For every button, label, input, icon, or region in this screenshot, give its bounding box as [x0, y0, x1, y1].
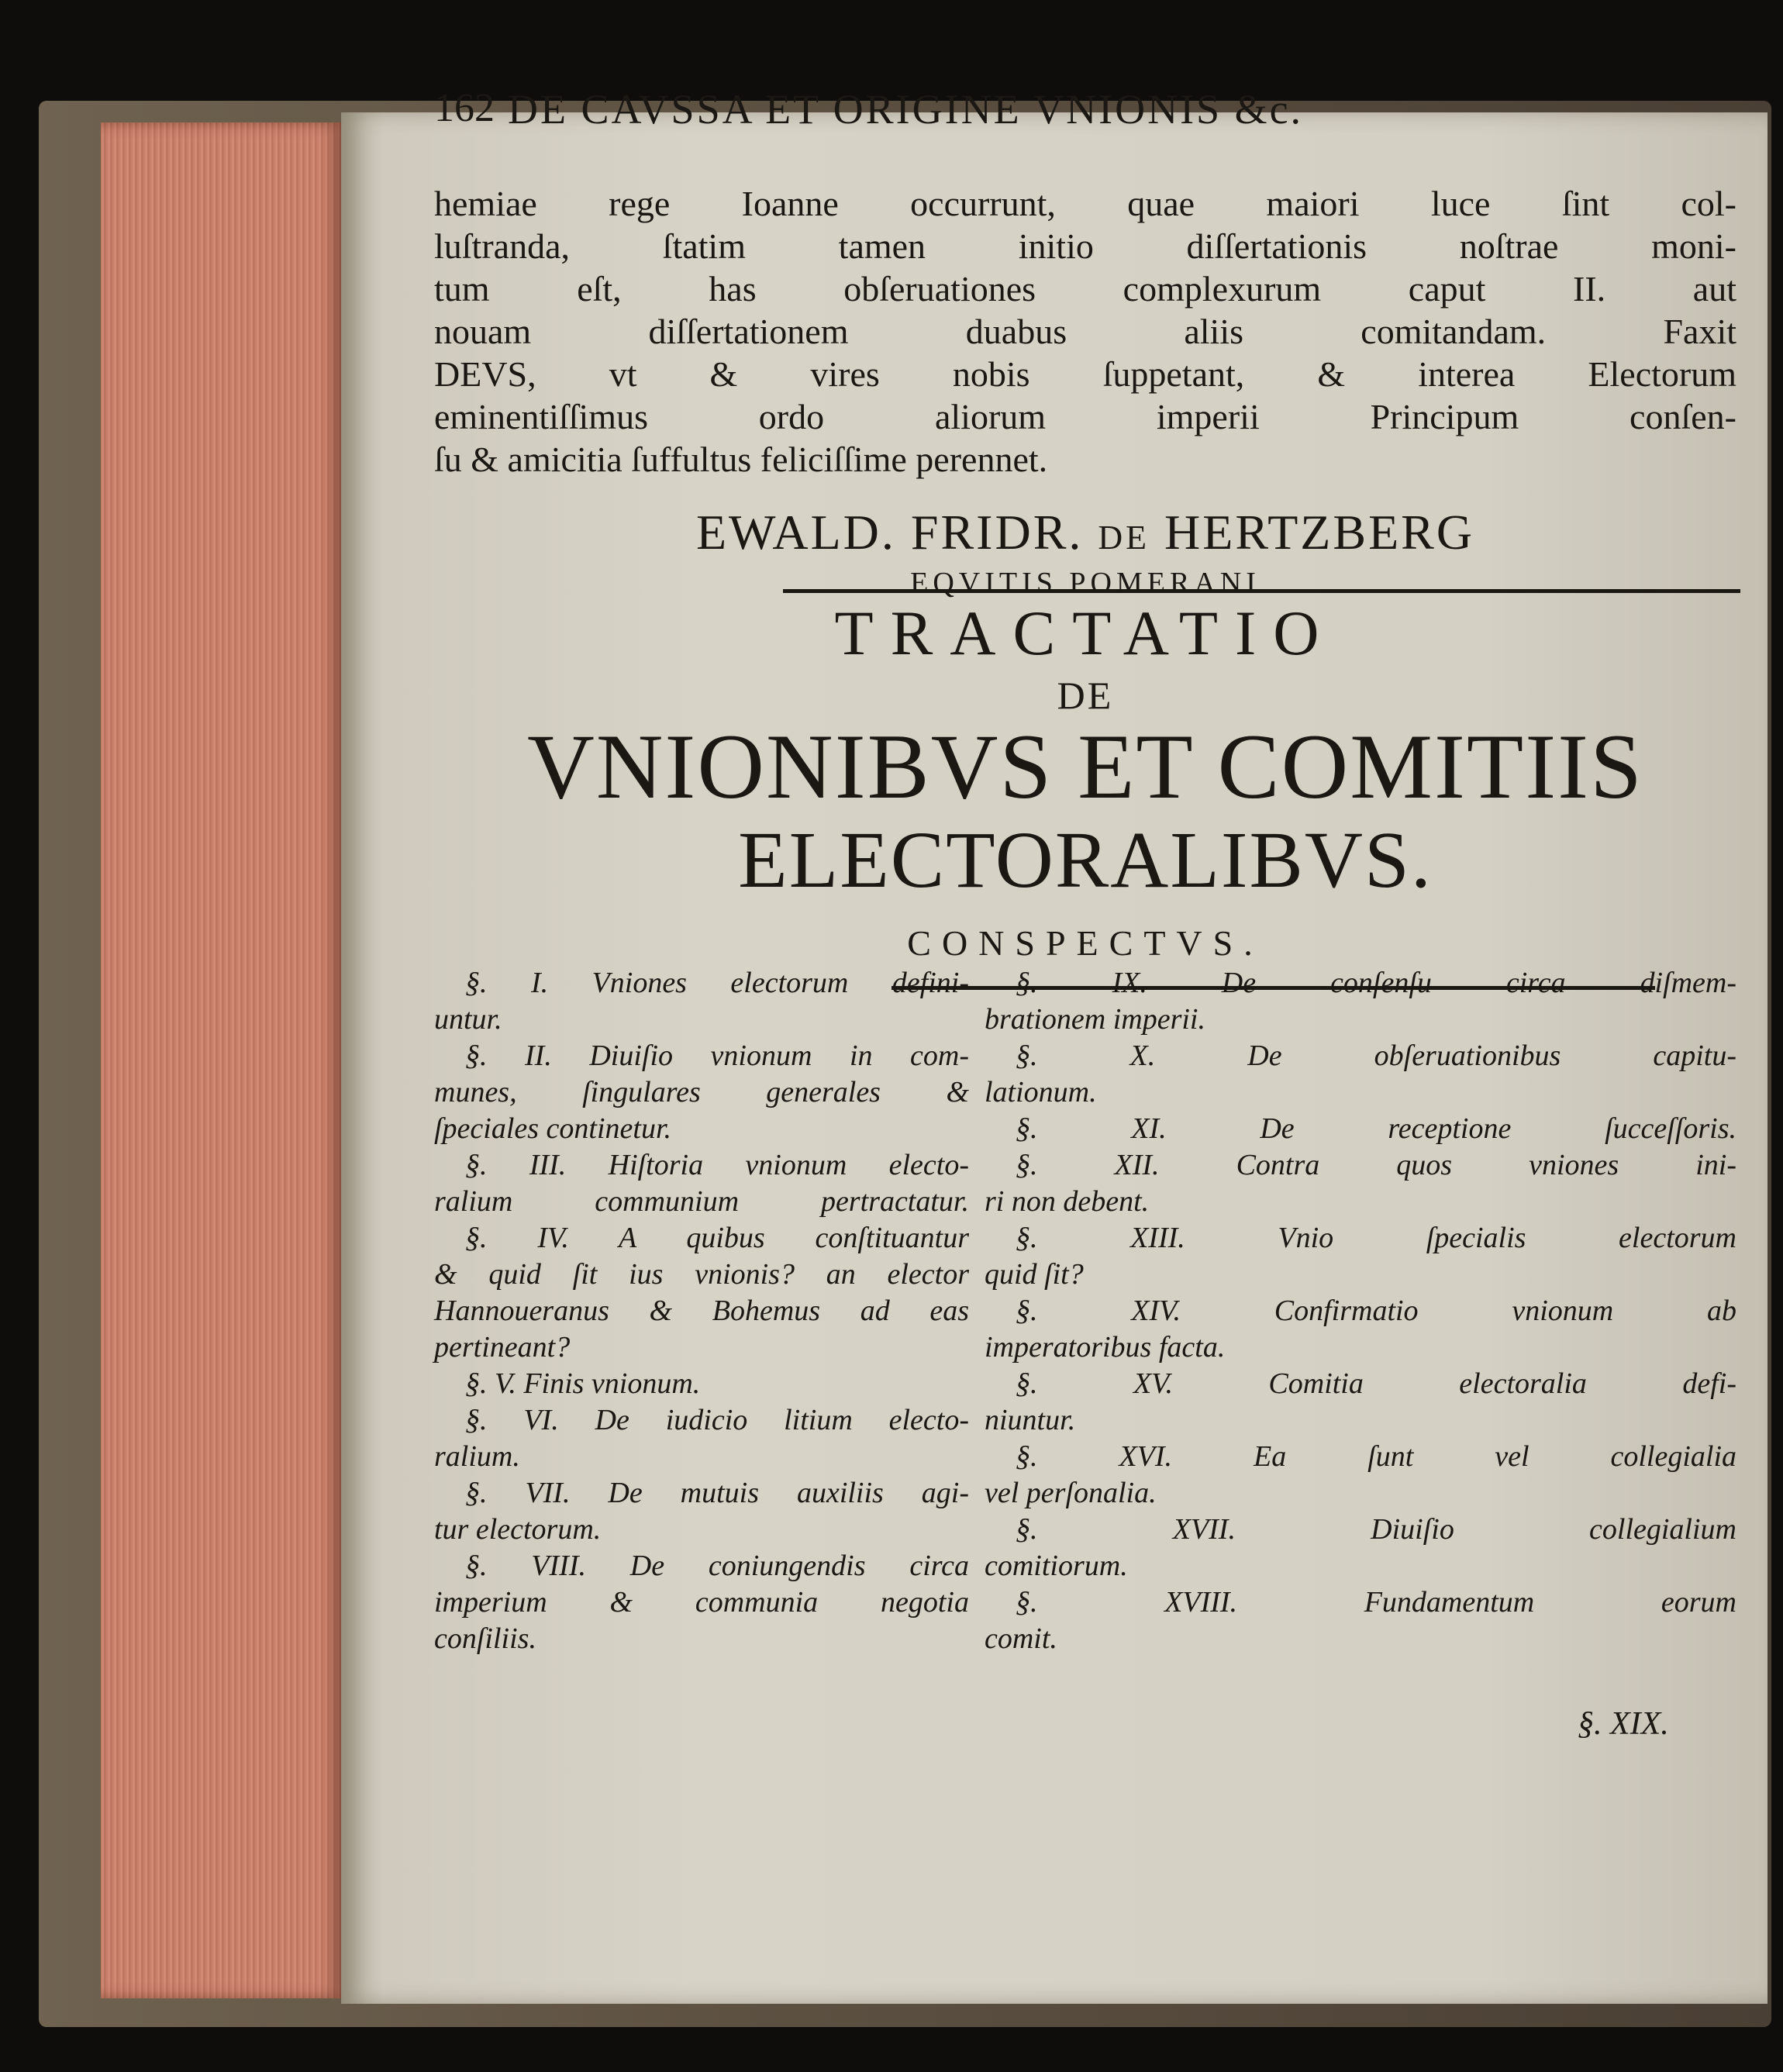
body-paragraph	[434, 182, 1736, 481]
page-number: 162	[434, 86, 495, 130]
contents-line: conſiliis.	[434, 1622, 536, 1655]
contents-line: §. XIII. Vnio ſpecialis electorum	[1016, 1222, 1736, 1254]
contents-line: §. IX. De conſenſu circa diſmem-	[1016, 967, 1736, 999]
contents-line: ſpeciales continetur.	[434, 1112, 672, 1145]
contents-line: §. IV. A quibus conſtituantur	[465, 1222, 969, 1254]
contents-right-column	[985, 965, 1736, 1657]
contents-line: untur.	[434, 1003, 502, 1036]
contents-line: pertineant?	[434, 1331, 571, 1364]
contents-line: §. XVIII. Fundamentum eorum	[1016, 1586, 1736, 1619]
body-line: hemiae rege Ioanne occurrunt, quae maiori luce ſint col-	[434, 184, 1736, 223]
contents-line: §. XII. Contra quos vniones ini-	[1016, 1149, 1736, 1181]
contents-line: imperium & communia negotia	[434, 1586, 969, 1619]
contents-line: §. XI. De receptione ſucceſſoris.	[1016, 1112, 1736, 1145]
contents-line: §. XIV. Confirmatio vnionum ab	[1016, 1295, 1736, 1327]
contents-line: Hannoueranus & Bohemus ad eas	[434, 1295, 969, 1327]
contents-line: lationum.	[985, 1076, 1097, 1108]
contents-line: comitiorum.	[985, 1550, 1128, 1582]
body-line: DEVS, vt & vires nobis ſuppetant, & interea Electorum	[434, 354, 1736, 394]
contents-line: ralium communium pertractatur.	[434, 1185, 969, 1218]
body-line: ſu & amicitia ſuffultus feliciſſime perennet.	[434, 440, 1048, 479]
contents-line: §. XVI. Ea ſunt vel collegialia	[1016, 1440, 1736, 1473]
contents-line: quid ſit?	[985, 1258, 1084, 1291]
body-line: luſtranda, ſtatim tamen initio diſſertationis noſtrae moni-	[434, 226, 1736, 266]
contents-line: §. III. Hiſtoria vnionum electo-	[465, 1149, 969, 1181]
contents-line: tur electorum.	[434, 1513, 602, 1546]
author-particle: DE	[1098, 519, 1150, 557]
running-head	[434, 85, 1341, 147]
body-line: nouam diſſertationem duabus aliis comitandam. Faxit	[434, 312, 1736, 351]
contents-line: §. V. Finis vnionum.	[465, 1367, 701, 1400]
contents-line: §. VII. De mutuis auxiliis agi-	[465, 1477, 969, 1509]
author-surname: HERTZBERG	[1164, 505, 1475, 560]
contents-line: §. X. De obſeruationibus capitu-	[1016, 1039, 1736, 1072]
contents-left-column	[434, 965, 969, 1657]
contents-line: §. VIII. De coniungendis circa	[465, 1550, 969, 1582]
main-title-second-line: ELECTORALIBVS.	[738, 815, 1433, 905]
page-edges	[101, 122, 341, 1998]
work-label: TRACTATIO	[834, 598, 1336, 668]
title-preposition: DE	[1057, 674, 1114, 717]
contents-line: §. VI. De iudicio litium electo-	[465, 1404, 969, 1436]
author-rank: EQVITIS POMERANI	[910, 567, 1261, 599]
catchword: §. XIX.	[1578, 1706, 1669, 1742]
contents-line: §. XVII. Diuiſio collegialium	[1016, 1513, 1736, 1546]
contents-line: §. XV. Comitia electoralia defi-	[1016, 1367, 1736, 1400]
contents-line: ralium.	[434, 1440, 520, 1473]
contents-line: §. II. Diuiſio vnionum in com-	[465, 1039, 969, 1072]
contents-line: niuntur.	[985, 1404, 1076, 1436]
body-line: tum eſt, has obſeruationes complexurum caput II. aut	[434, 269, 1736, 309]
contents-line: vel perſonalia.	[985, 1477, 1157, 1509]
body-line: eminentiſſimus ordo aliorum imperii Principum conſen-	[434, 397, 1736, 436]
contents-line: imperatoribus facta.	[985, 1331, 1226, 1364]
contents-line: brationem imperii.	[985, 1003, 1205, 1036]
contents-heading: CONSPECTVS.	[907, 923, 1264, 963]
contents-line: & quid ſit ius vnionis? an elector	[434, 1258, 969, 1291]
contents-line: ri non debent.	[985, 1185, 1150, 1218]
contents-line: §. I. Vniones electorum defini-	[465, 967, 969, 999]
running-title: DE CAVSSA ET ORIGINE VNIONIS &c.	[508, 86, 1304, 133]
contents-line: munes, ſingulares generales &	[434, 1076, 969, 1108]
author-first-names: EWALD. FRIDR.	[695, 505, 1084, 560]
author-line	[434, 504, 1736, 561]
contents-line: comit.	[985, 1622, 1057, 1655]
main-title: VNIONIBVS ET COMITIIS	[527, 715, 1643, 818]
